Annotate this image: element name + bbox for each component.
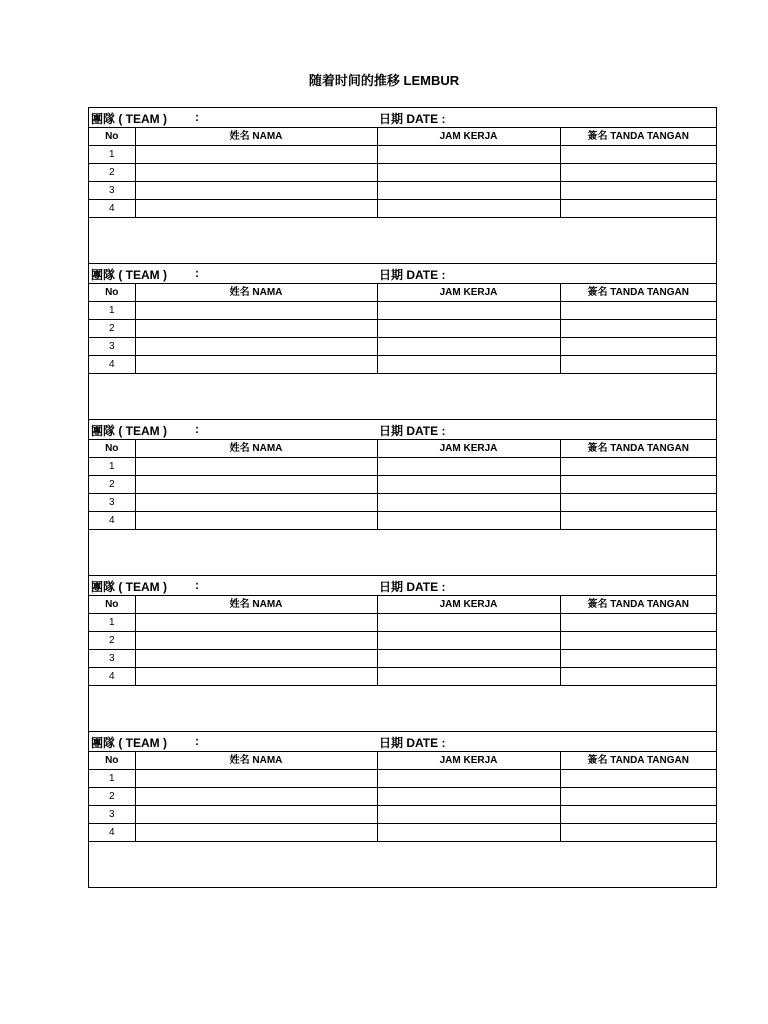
attendance-table [89, 752, 716, 842]
row-number: 4 [89, 512, 135, 530]
jam-kerja-cell[interactable] [377, 770, 560, 788]
signature-cell[interactable] [560, 302, 716, 320]
team-block [89, 108, 716, 264]
jam-kerja-cell[interactable] [377, 650, 560, 668]
team-colon: : [195, 266, 199, 280]
team-header-row [89, 264, 716, 284]
jam-kerja-cell[interactable] [377, 476, 560, 494]
name-cell[interactable] [135, 458, 377, 476]
column-header-jam: JAM KERJA [377, 128, 560, 146]
jam-kerja-cell[interactable] [377, 338, 560, 356]
signature-cell[interactable] [560, 356, 716, 374]
table-row [89, 320, 716, 338]
name-cell[interactable] [135, 770, 377, 788]
row-number: 4 [89, 824, 135, 842]
signature-cell[interactable] [560, 476, 716, 494]
table-row [89, 338, 716, 356]
jam-kerja-cell[interactable] [377, 302, 560, 320]
row-number: 2 [89, 788, 135, 806]
row-number: 1 [89, 614, 135, 632]
jam-kerja-cell[interactable] [377, 146, 560, 164]
row-number: 2 [89, 320, 135, 338]
row-number: 3 [89, 650, 135, 668]
row-number: 4 [89, 668, 135, 686]
row-number: 2 [89, 632, 135, 650]
signature-cell[interactable] [560, 200, 716, 218]
column-header-no: No [89, 128, 135, 146]
row-number: 1 [89, 458, 135, 476]
signature-cell[interactable] [560, 806, 716, 824]
date-label: 日期 DATE : [379, 580, 446, 594]
row-number: 1 [89, 302, 135, 320]
row-number: 1 [89, 146, 135, 164]
team-header-row [89, 420, 716, 440]
signature-cell[interactable] [560, 146, 716, 164]
table-row [89, 356, 716, 374]
name-cell[interactable] [135, 356, 377, 374]
attendance-table [89, 440, 716, 530]
table-row [89, 614, 716, 632]
jam-kerja-cell[interactable] [377, 458, 560, 476]
table-row [89, 632, 716, 650]
jam-kerja-cell[interactable] [377, 200, 560, 218]
table-header-row [89, 752, 716, 770]
column-header-name: 姓名 NAMA [135, 284, 377, 302]
team-label: 團隊 ( TEAM ) [91, 736, 167, 750]
team-label: 團隊 ( TEAM ) [91, 424, 167, 438]
name-cell[interactable] [135, 614, 377, 632]
team-block [89, 264, 716, 420]
team-header-row [89, 576, 716, 596]
attendance-table [89, 284, 716, 374]
team-block [89, 732, 716, 887]
team-colon: : [195, 110, 199, 124]
column-header-jam: JAM KERJA [377, 752, 560, 770]
column-header-jam: JAM KERJA [377, 596, 560, 614]
signature-cell[interactable] [560, 182, 716, 200]
name-cell[interactable] [135, 476, 377, 494]
column-header-sign: 簽名 TANDA TANGAN [560, 440, 716, 458]
column-header-name: 姓名 NAMA [135, 752, 377, 770]
name-cell[interactable] [135, 806, 377, 824]
table-row [89, 302, 716, 320]
notes-area [89, 218, 716, 263]
column-header-sign: 簽名 TANDA TANGAN [560, 128, 716, 146]
table-row [89, 668, 716, 686]
column-header-jam: JAM KERJA [377, 284, 560, 302]
signature-cell[interactable] [560, 164, 716, 182]
signature-cell[interactable] [560, 650, 716, 668]
jam-kerja-cell[interactable] [377, 356, 560, 374]
table-header-row [89, 284, 716, 302]
team-header-row [89, 732, 716, 752]
row-number: 2 [89, 164, 135, 182]
signature-cell[interactable] [560, 338, 716, 356]
column-header-sign: 簽名 TANDA TANGAN [560, 752, 716, 770]
date-label: 日期 DATE : [379, 736, 446, 750]
name-cell[interactable] [135, 320, 377, 338]
name-cell[interactable] [135, 788, 377, 806]
column-header-no: No [89, 284, 135, 302]
team-colon: : [195, 422, 199, 436]
team-label: 團隊 ( TEAM ) [91, 580, 167, 594]
jam-kerja-cell[interactable] [377, 164, 560, 182]
date-label: 日期 DATE : [379, 424, 446, 438]
table-row [89, 200, 716, 218]
notes-area [89, 374, 716, 419]
table-row [89, 476, 716, 494]
overtime-form [88, 107, 717, 888]
notes-area [89, 530, 716, 575]
name-cell[interactable] [135, 494, 377, 512]
signature-cell[interactable] [560, 614, 716, 632]
jam-kerja-cell[interactable] [377, 824, 560, 842]
name-cell[interactable] [135, 200, 377, 218]
column-header-no: No [89, 596, 135, 614]
name-cell[interactable] [135, 650, 377, 668]
column-header-name: 姓名 NAMA [135, 596, 377, 614]
signature-cell[interactable] [560, 494, 716, 512]
attendance-table [89, 128, 716, 218]
table-row [89, 512, 716, 530]
table-row [89, 494, 716, 512]
table-row [89, 164, 716, 182]
row-number: 3 [89, 494, 135, 512]
team-label: 團隊 ( TEAM ) [91, 112, 167, 126]
signature-cell[interactable] [560, 770, 716, 788]
row-number: 3 [89, 182, 135, 200]
page-title: 随着时间的推移 LEMBUR [308, 73, 460, 88]
name-cell[interactable] [135, 146, 377, 164]
jam-kerja-cell[interactable] [377, 632, 560, 650]
attendance-table [89, 596, 716, 686]
name-cell[interactable] [135, 182, 377, 200]
column-header-name: 姓名 NAMA [135, 440, 377, 458]
column-header-sign: 簽名 TANDA TANGAN [560, 284, 716, 302]
column-header-sign: 簽名 TANDA TANGAN [560, 596, 716, 614]
table-row [89, 458, 716, 476]
row-number: 4 [89, 200, 135, 218]
team-colon: : [195, 578, 199, 592]
jam-kerja-cell[interactable] [377, 668, 560, 686]
table-row [89, 788, 716, 806]
jam-kerja-cell[interactable] [377, 788, 560, 806]
jam-kerja-cell[interactable] [377, 494, 560, 512]
team-block [89, 576, 716, 732]
date-label: 日期 DATE : [379, 268, 446, 282]
signature-cell[interactable] [560, 632, 716, 650]
name-cell[interactable] [135, 338, 377, 356]
row-number: 3 [89, 806, 135, 824]
notes-area [89, 842, 716, 887]
jam-kerja-cell[interactable] [377, 512, 560, 530]
jam-kerja-cell[interactable] [377, 320, 560, 338]
row-number: 2 [89, 476, 135, 494]
name-cell[interactable] [135, 668, 377, 686]
name-cell[interactable] [135, 824, 377, 842]
column-header-name: 姓名 NAMA [135, 128, 377, 146]
signature-cell[interactable] [560, 824, 716, 842]
name-cell[interactable] [135, 302, 377, 320]
signature-cell[interactable] [560, 512, 716, 530]
row-number: 3 [89, 338, 135, 356]
table-row [89, 806, 716, 824]
name-cell[interactable] [135, 512, 377, 530]
team-header-row [89, 108, 716, 128]
column-header-no: No [89, 440, 135, 458]
jam-kerja-cell[interactable] [377, 614, 560, 632]
row-number: 4 [89, 356, 135, 374]
table-row [89, 146, 716, 164]
table-header-row [89, 596, 716, 614]
table-header-row [89, 128, 716, 146]
column-header-jam: JAM KERJA [377, 440, 560, 458]
signature-cell[interactable] [560, 458, 716, 476]
name-cell[interactable] [135, 632, 377, 650]
signature-cell[interactable] [560, 320, 716, 338]
table-row [89, 650, 716, 668]
signature-cell[interactable] [560, 668, 716, 686]
team-colon: : [195, 734, 199, 748]
jam-kerja-cell[interactable] [377, 182, 560, 200]
signature-cell[interactable] [560, 788, 716, 806]
table-row [89, 770, 716, 788]
table-row [89, 182, 716, 200]
notes-area [89, 686, 716, 731]
team-label: 團隊 ( TEAM ) [91, 268, 167, 282]
team-block [89, 420, 716, 576]
table-header-row [89, 440, 716, 458]
date-label: 日期 DATE : [379, 112, 446, 126]
jam-kerja-cell[interactable] [377, 806, 560, 824]
name-cell[interactable] [135, 164, 377, 182]
column-header-no: No [89, 752, 135, 770]
table-row [89, 824, 716, 842]
row-number: 1 [89, 770, 135, 788]
